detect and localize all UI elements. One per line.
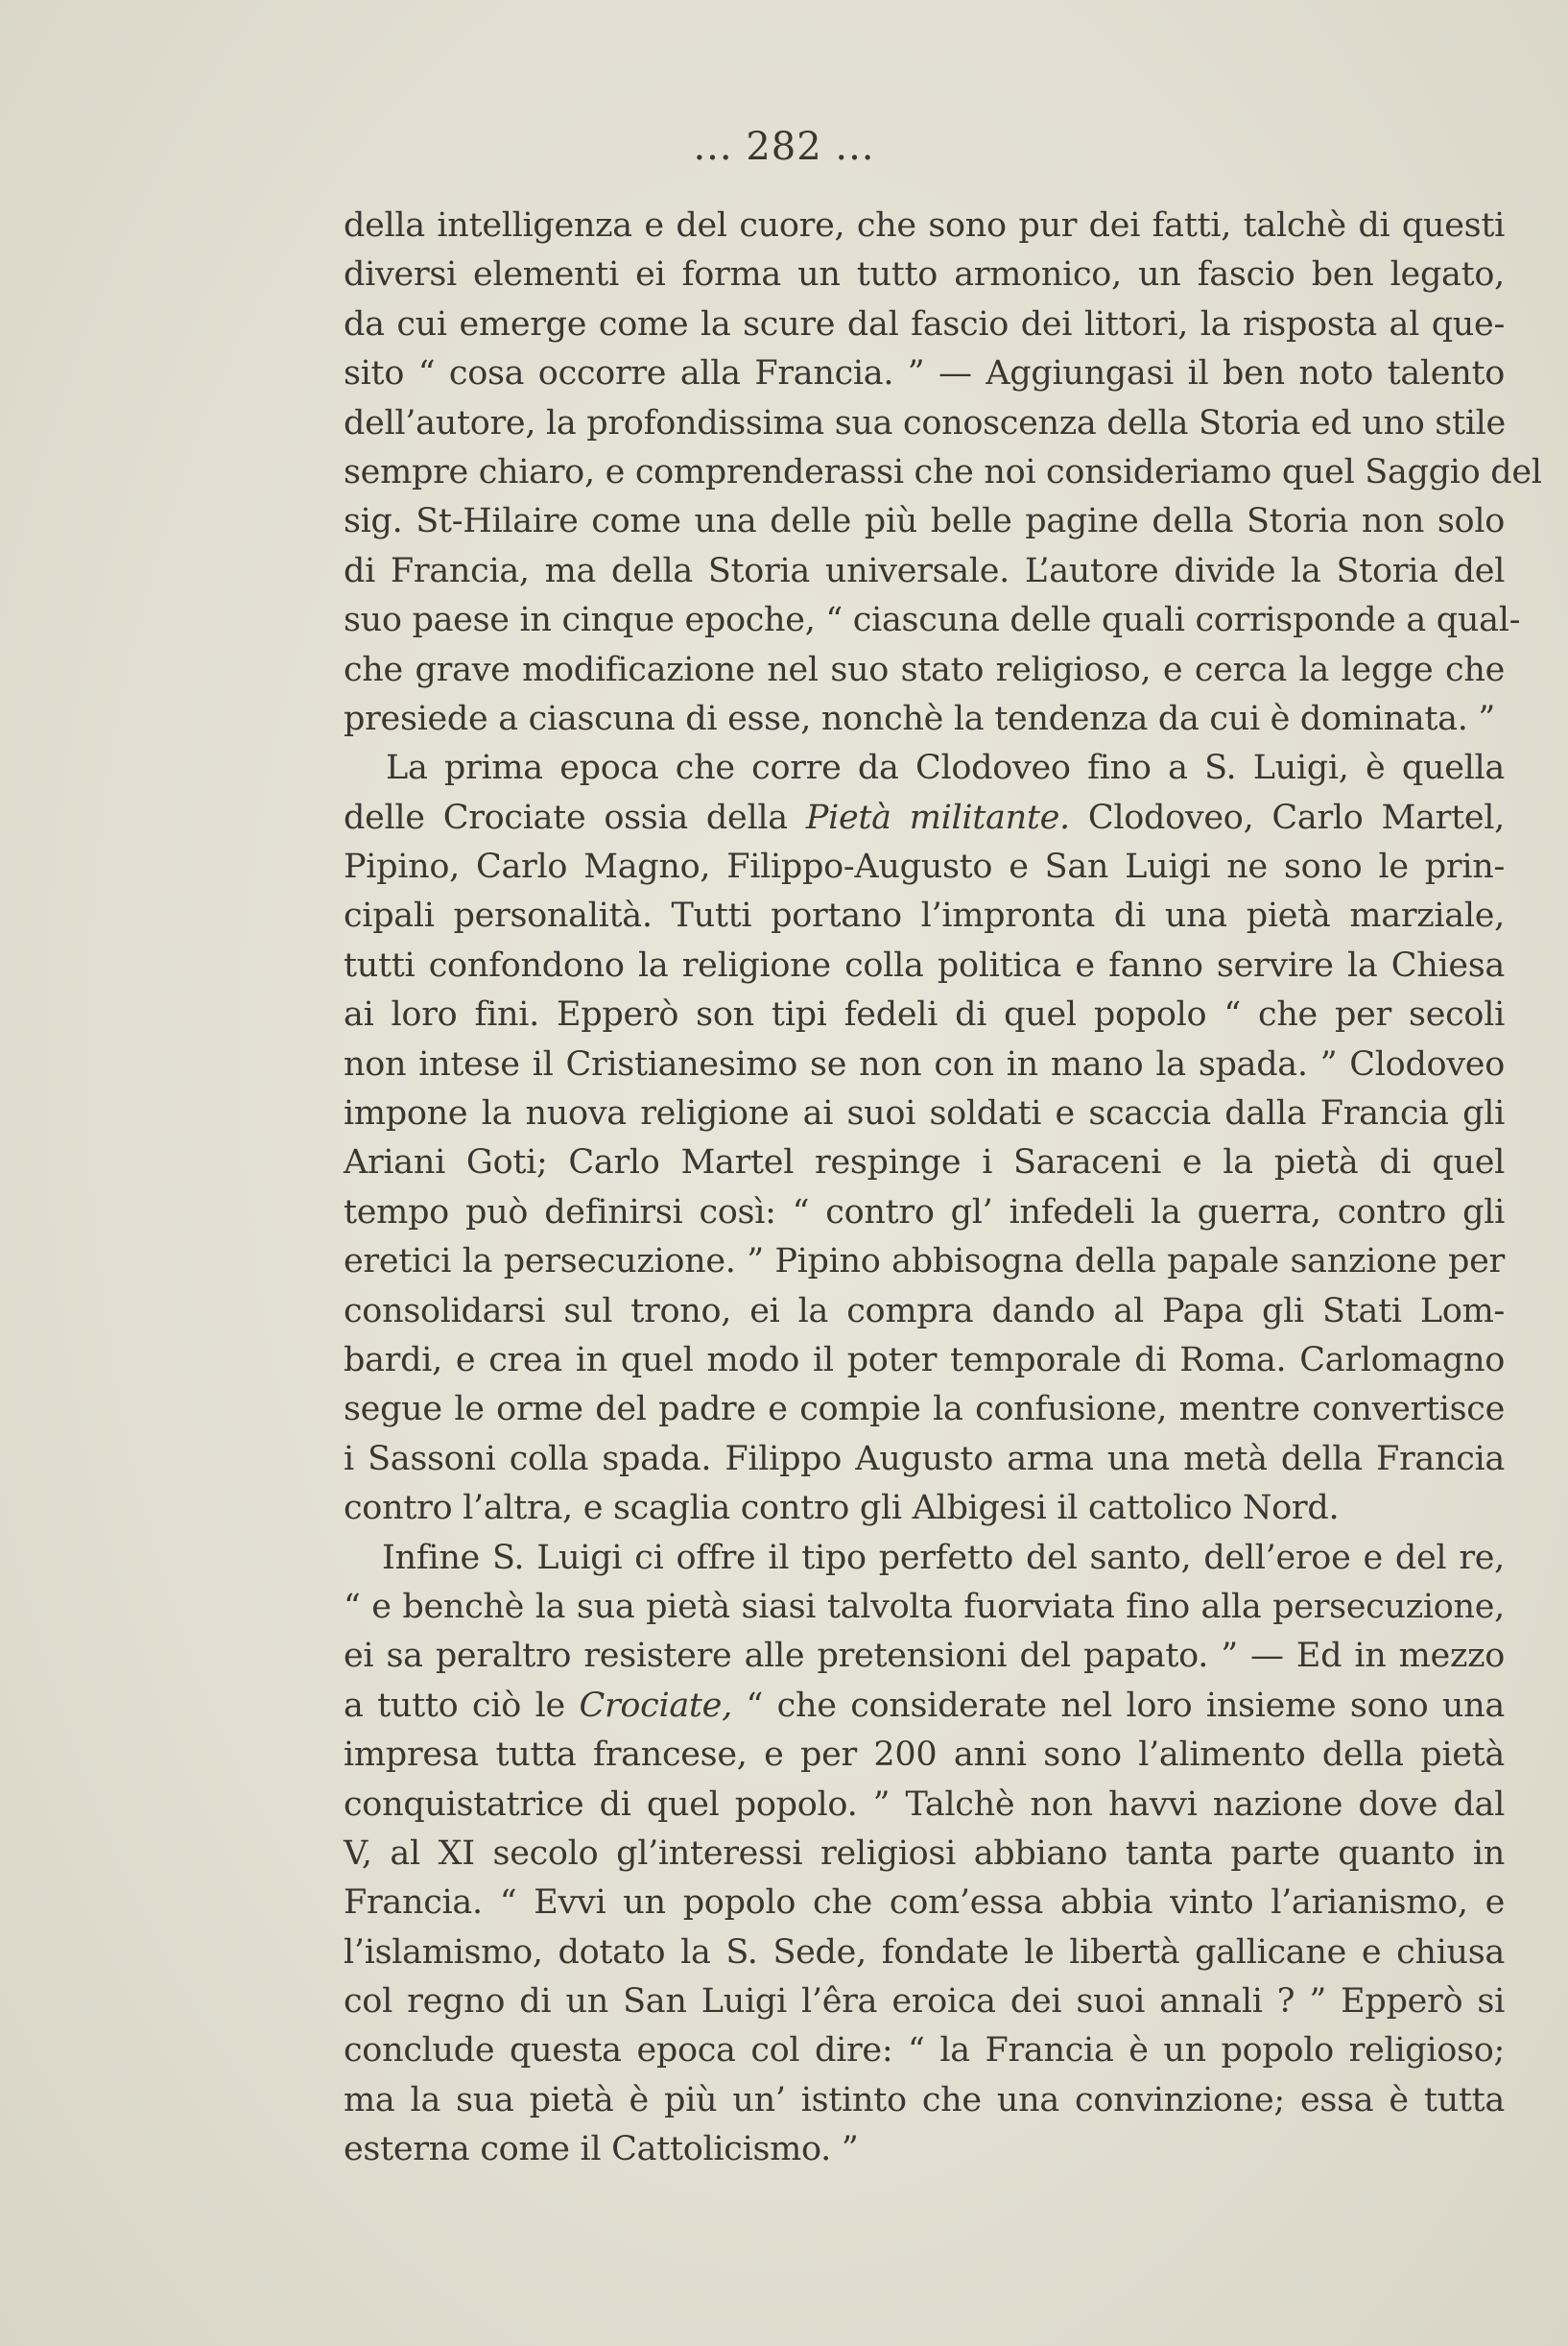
text-line: Francia. “ Evvi un popolo che com’essa abbia vinto l’arianismo, e <box>344 1883 1505 1923</box>
text-line: contro l’altra, e scaglia contro gli Albigesi il cattolico Nord. <box>344 1489 1340 1528</box>
text-line: presiede a ciascuna di esse, nonchè la tendenza da cui è dominata. ” <box>344 699 1495 738</box>
text-line: sempre chiaro, e comprenderassi che noi consideriamo quel Saggio del <box>344 452 1542 491</box>
text-line: suo paese in cinque epoche, “ ciascuna delle quali corrisponde a qual- <box>344 601 1521 640</box>
text-line <box>344 1682 1505 1731</box>
text-line: sito “ cosa occorre alla Francia. ” — Aggiungasi il ben noto talento <box>344 354 1505 394</box>
text-line: ma la sua pietà è più un’ istinto che una convinzione; essa è tutta <box>344 2080 1505 2119</box>
text-line: conclude questa epoca col dire: “ la Francia è un popolo religioso; <box>344 2031 1505 2071</box>
text-line: conquistatrice di quel popolo. ” Talchè non havvi nazione dove dal <box>344 1784 1505 1824</box>
text-line: tempo può definirsi così: “ contro gl’ infedeli la guerra, contro gli <box>344 1192 1505 1232</box>
text-segment: a tutto ciò le <box>344 1686 565 1725</box>
body-text <box>344 202 1542 2175</box>
text-line <box>344 794 1505 843</box>
italic-term: Crociate, <box>579 1686 732 1725</box>
italic-term: Pietà militante. <box>805 798 1070 837</box>
text-line: che grave modificazione nel suo stato religioso, e cerca la legge che <box>344 650 1505 689</box>
text-segment: Clodoveo, Carlo Martel, <box>1087 798 1505 837</box>
paragraph-first-line: Infine S. Luigi ci offre il tipo perfetto del santo, dell’eroe e del re, <box>382 1538 1505 1577</box>
text-segment: delle Crociate ossia della <box>344 798 788 837</box>
text-line: Pipino, Carlo Magno, Filippo-Augusto e San Luigi ne sono le prin- <box>344 848 1505 887</box>
text-line: ai loro fini. Epperò son tipi fedeli di quel popolo “ che per secoli <box>344 995 1505 1035</box>
text-line: V, al XI secolo gl’interessi religiosi abbiano tanta parte quanto in <box>344 1833 1505 1873</box>
text-line: impresa tutta francese, e per 200 anni sono l’alimento della pietà <box>344 1736 1505 1775</box>
text-line: da cui emerge come la scure dal fascio dei littori, la risposta al que- <box>344 304 1505 344</box>
text-line: tutti confondono la religione colla politica e fanno servire la Chiesa <box>344 946 1505 985</box>
text-segment: “ che considerate nel loro insieme sono una <box>746 1686 1505 1725</box>
text-line: diversi elementi ei forma un tutto armonico, un fascio ben legato, <box>344 255 1505 295</box>
text-line: di Francia, ma della Storia universale. L’autore divide la Storia del <box>344 551 1505 590</box>
text-line: bardi, e crea in quel modo il poter temporale di Roma. Carlomagno <box>344 1340 1505 1379</box>
text-line: impone la nuova religione ai suoi soldati e scaccia dalla Francia gli <box>344 1094 1505 1134</box>
page-number: ... 282 ... <box>693 125 875 169</box>
text-line: esterna come il Cattolicismo. ” <box>344 2130 859 2169</box>
paragraph-first-line: La prima epoca che corre da Clodoveo fino a S. Luigi, è quella <box>386 749 1505 788</box>
text-line: Ariani Goti; Carlo Martel respinge i Saraceni e la pietà di quel <box>344 1143 1505 1183</box>
text-line: l’islamismo, dotato la S. Sede, fondate le libertà gallicane e chiusa <box>344 1932 1505 1972</box>
text-line: cipali personalità. Tutti portano l’impronta di una pietà marziale, <box>344 897 1505 936</box>
text-line: eretici la persecuzione. ” Pipino abbisogna della papale sanzione per <box>344 1242 1505 1281</box>
text-line: dell’autore, la profondissima sua conoscenza della Storia ed uno stile <box>344 403 1506 443</box>
text-line: non intese il Cristianesimo se non con in mano la spada. ” Clodoveo <box>344 1044 1505 1084</box>
text-line: “ e benchè la sua pietà siasi talvolta fuorviata fino alla persecuzione, <box>344 1587 1505 1626</box>
text-line: i Sassoni colla spada. Filippo Augusto arma una metà della Francia <box>344 1439 1505 1478</box>
text-line: ei sa peraltro resistere alle pretensioni del papato. ” — Ed in mezzo <box>344 1637 1505 1676</box>
text-line: della intelligenza e del cuore, che sono pur dei fatti, talchè di questi <box>344 206 1505 245</box>
text-line: sig. St-Hilaire come una delle più belle pagine della Storia non solo <box>344 502 1505 541</box>
text-line: consolidarsi sul trono, ei la compra dando al Papa gli Stati Lom- <box>344 1291 1505 1330</box>
text-line: segue le orme del padre e compie la confusione, mentre convertisce <box>344 1390 1505 1429</box>
text-line: col regno di un San Luigi l’êra eroica dei suoi annali ? ” Epperò si <box>344 1982 1505 2022</box>
